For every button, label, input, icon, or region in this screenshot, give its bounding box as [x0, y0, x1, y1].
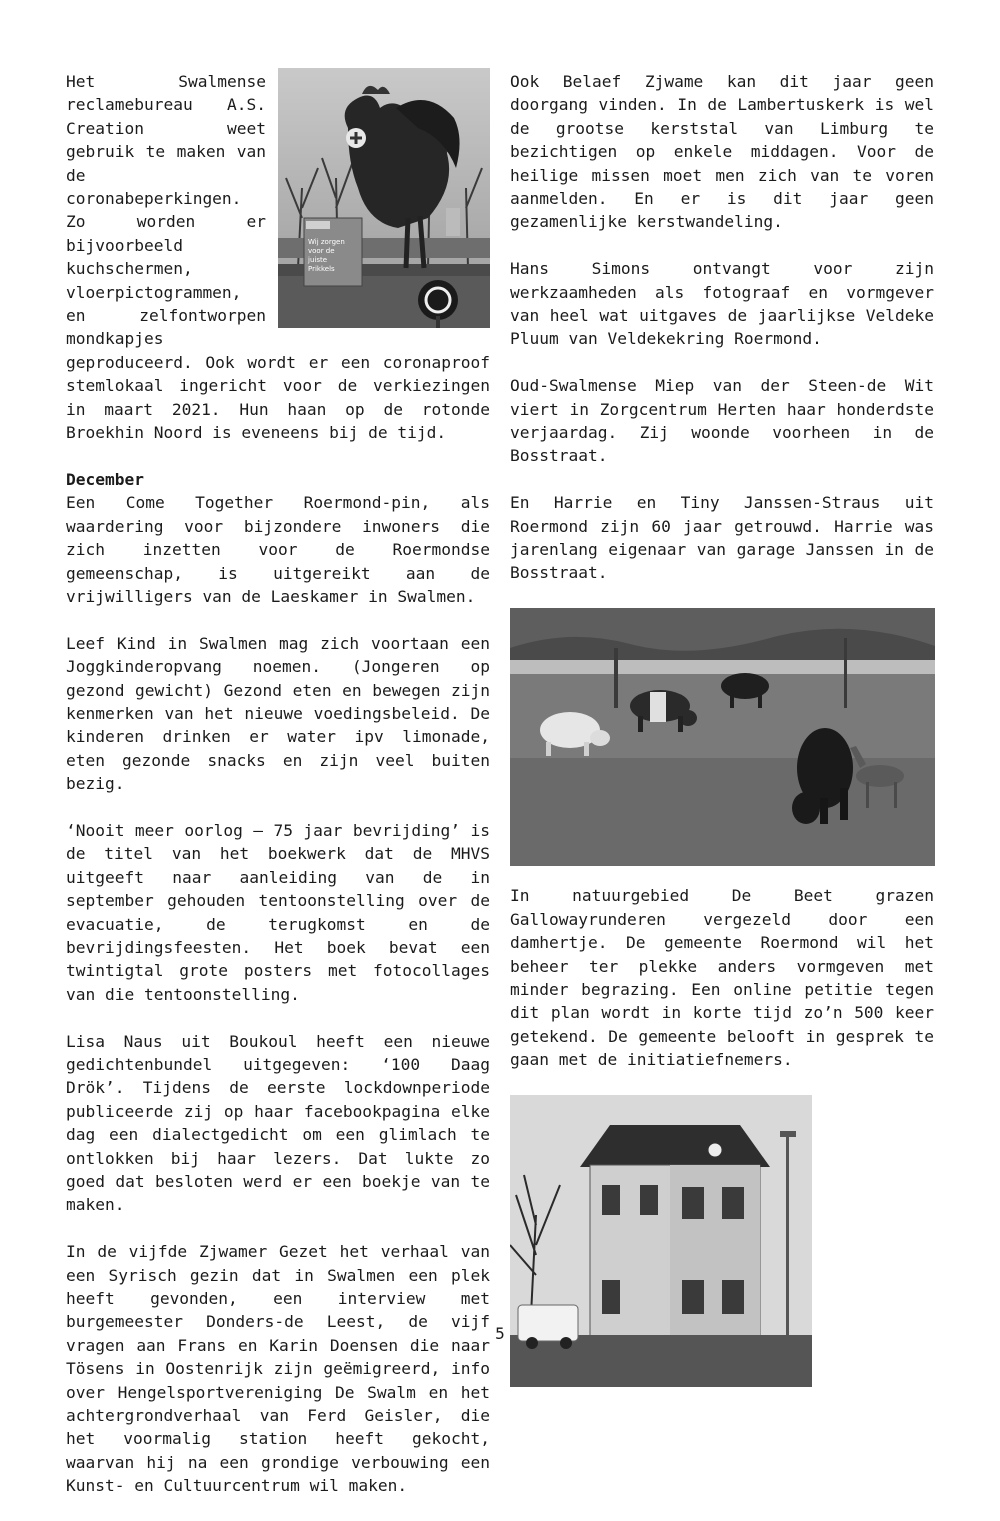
sign-text-line1: Wij zorgen — [308, 238, 345, 246]
article-come-together-pin: Een Come Together Roermond-pin, als waardering voor bijzondere inwoners die zich inzetten voor de Roermondse gemeenschap, is uitgereikt aan de vrijwilligers van de Laeskamer in Swalmen. — [66, 493, 490, 606]
article-belaef-zjwame: Ook Belaef Zjwame kan dit jaar geen doorgang vinden. In de Lambertuskerk is wel de grootse kerststal van Limburg te bezichtigen op enkele middagen. Voor de heilige missen moet men zich van te voren aanmelden. En er is dit jaar geen gezamenlijke kerstwandeling. — [510, 72, 934, 232]
article-nooit-meer-oorlog: ‘Nooit meer oorlog – 75 jaar bevrijding’ is de titel van het boekwerk dat de MHVS uitgeeft naar aanleiding van de in september gehouden tentoonstelling over de evacuatie, de terugkomst en de bevrijdingsfeesten. Het boek bevat een twintigtal grote posters met fotocollages van die tentoonstelling. — [66, 820, 490, 1004]
former-station-building-image — [510, 1095, 812, 1387]
rooster-photo — [278, 68, 490, 328]
article-lisa-naus: Lisa Naus uit Boukoul heeft een nieuwe gedichtenbundel uitgegeven: ‘100 Daag Drök’. Tijdens de eerste lockdownperiode publiceerde zij op haar facebookpagina elke dag een dialectgedicht om een glimlach te ontlokken bij haar lezers. Dat lukte zo goed dat besloten werd er een boekje van te maken. — [66, 1031, 490, 1215]
article-zjwamer-gezet: In de vijfde Zjwamer Gezet het verhaal van een Syrisch gezin dat in Swalmen een plek heeft gevonden, een interview met burgemeester Donders-de Leest, de vijf vragen aan Frans en Karin Doensen die naar Tösens in Oostenrijk zijn geëmigreerd, info over Hengelsportvereniging De Swalm en het achtergrondverhaal van Ferd Geisler, die het voormalig station heeft gekocht, waarvan hij na een grondige verbouwing een Kunst- en Cultuurcentrum wil maken. — [66, 1242, 490, 1496]
galloway-cattle-image — [510, 608, 935, 866]
article-jogg-kinderopvang: Leef Kind in Swalmen mag zich voortaan een Joggkinderopvang noemen. (Jongeren op gezond gewicht) Gezond eten en bewegen zijn kenmerken van het nieuwe voedingsbeleid. De kinderen drinken er water ipv limonade, eten gezonde snacks en zijn veel buiten bezig. — [66, 633, 490, 794]
left-column — [66, 70, 490, 1521]
right-column — [510, 70, 934, 1387]
cattle-photo — [510, 608, 935, 866]
rooster-roundabout-image — [278, 68, 490, 328]
page-number: 5 — [495, 1324, 505, 1343]
article-janssen-straus: En Harrie en Tiny Janssen-Straus uit Roermond zijn 60 jaar getrouwd. Harrie was jarenlang eigenaar van garage Janssen in de Bosstraat. — [510, 493, 934, 583]
sign-text-line2: voor de — [308, 247, 335, 255]
article-miep-van-der-steen: Oud-Swalmense Miep van der Steen-de Wit viert in Zorgcentrum Herten haar honderdste verjaardag. Zij woonde voorheen in de Bosstraat. — [510, 376, 934, 466]
sign-text-line4: Prikkels — [308, 265, 335, 273]
article-creation-reclame: Het Swalmense reclamebureau A.S. Creation weet gebruik te maken van de coronabeperkingen. Zo worden er bijvoorbeeld kuchschermen, vloerpictogrammen, en zelfontworpen mondkapjes geproduceerd. Ook wordt er een coronaproof stemlokaal ingericht voor de verkiezingen in maart 2021. Hun haan op de rotonde Broekhin Noord is eveneens bij de tijd. — [66, 72, 490, 443]
sign-text-line3: juiste — [308, 256, 328, 264]
article-hans-simons: Hans Simons ontvangt voor zijn werkzaamheden als fotograaf en vormgever van heel wat uitgaves de jaarlijkse Veldeke Pluum van Veldekekring Roermond. — [510, 259, 934, 349]
section-heading-december: December — [66, 469, 144, 489]
station-photo — [510, 1095, 812, 1387]
cattle-photo-caption: In natuurgebied De Beet grazen Gallowayrunderen vergezeld door een damhertje. De gemeente Roermond wil het beheer ter plekke anders vormgeven met minder begrazing. Een online petitie tegen dit plan wordt in korte tijd zo’n 500 keer getekend. De gemeente belooft in gesprek te gaan met de initiatiefnemers. — [510, 886, 934, 1070]
